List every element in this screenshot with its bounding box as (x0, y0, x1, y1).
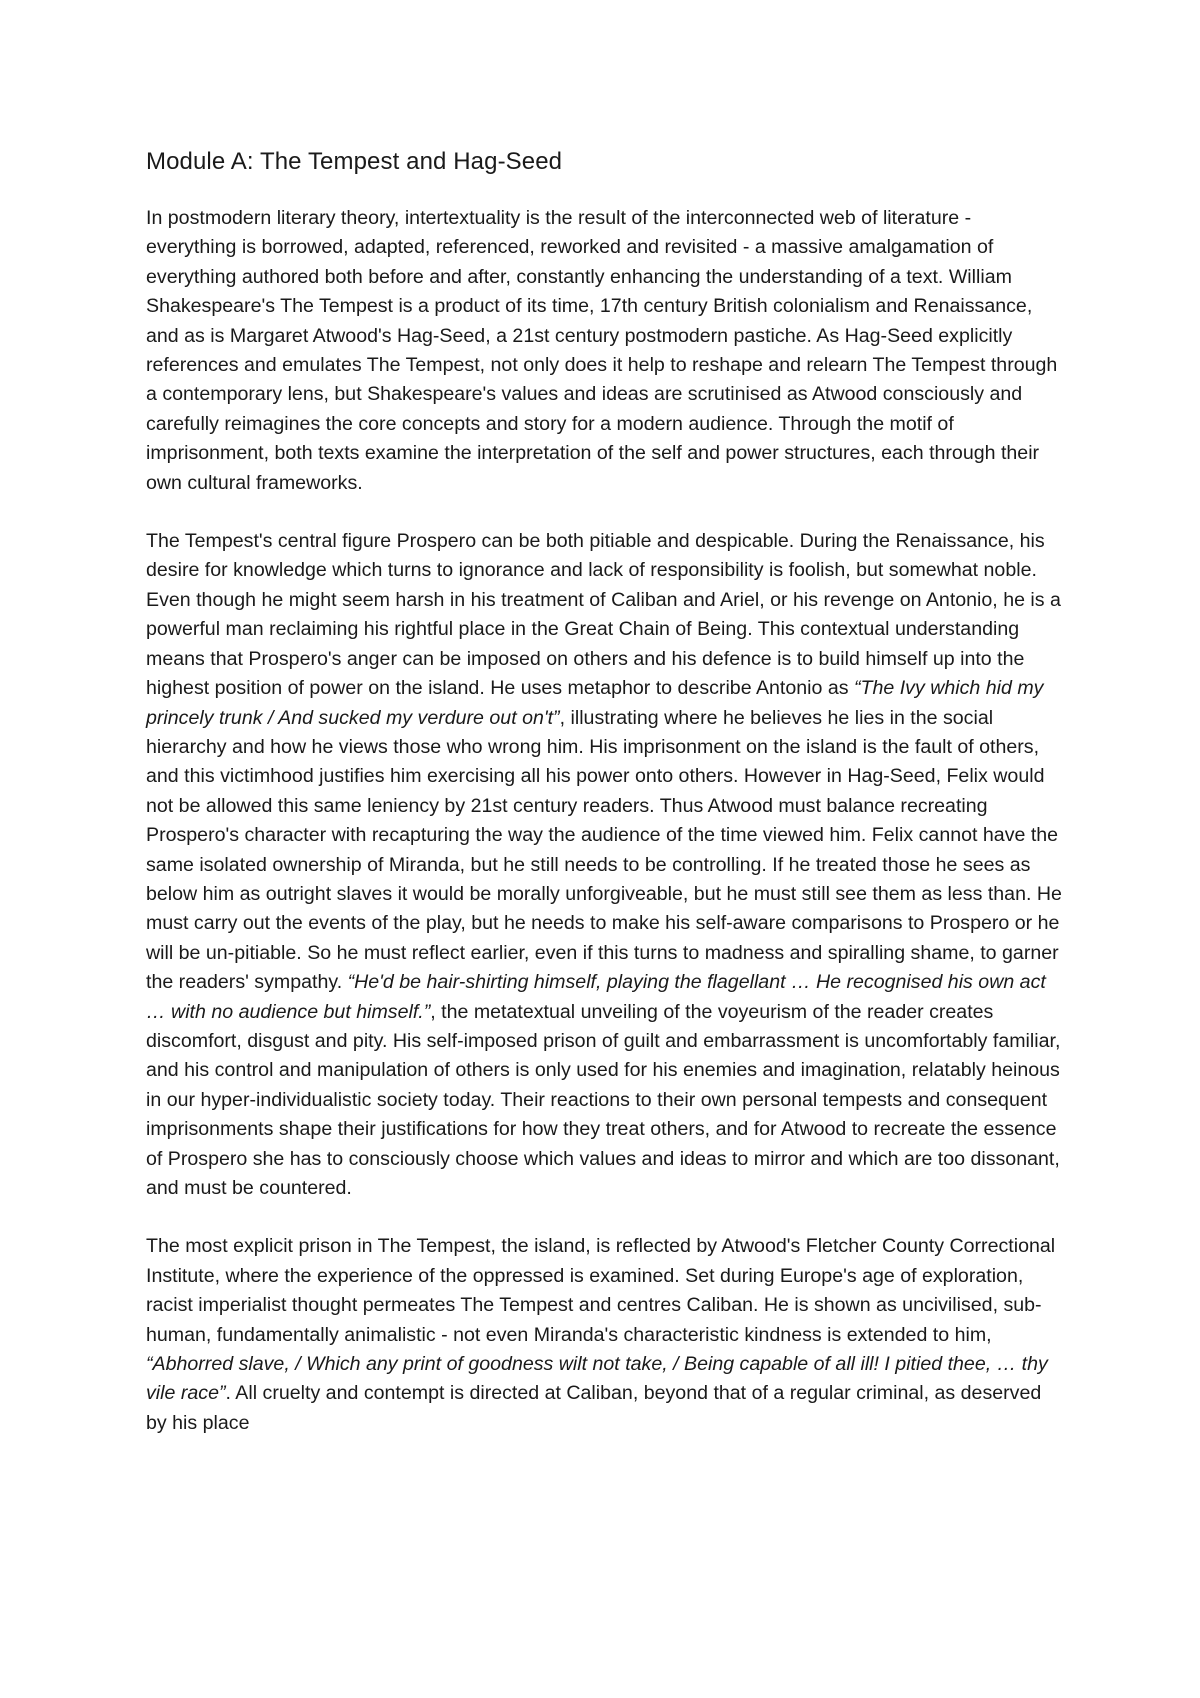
paragraph-prospero (146, 527, 1066, 1203)
paragraph-text: , the metatextual unveiling of the voyeurism of the reader creates discomfort, disgust and pity. His self-imposed prison of guilt and embarrassment is uncomfortably familiar, and his control and manipulation of others is only used for his enemies and imagination, relatably heinous in our hyper-individualistic society today. Their reactions to their own personal tempests and consequent imprisonments shape their justifications for how they treat others, and for Atwood to recreate the essence of Prospero she has to consciously choose which values and ideas to mirror and which are too dissonant, and must be countered. (146, 1000, 1061, 1199)
paragraph-text: The Tempest's central figure Prospero can be both pitiable and despicable. During the Renaissance, his desire for knowledge which turns to ignorance and lack of responsibility is foolish, but somewhat noble. Even though he might seem harsh in his treatment of Caliban and Ariel, or his revenge on Antonio, he is a powerful man reclaiming his rightful place in the Great Chain of Being. This contextual understanding means that Prospero's anger can be imposed on others and his defence is to build himself up into the highest position of power on the island. He uses metaphor to describe Antonio as (146, 530, 1061, 700)
paragraph-introduction: In postmodern literary theory, intertextuality is the result of the interconnected web of literature - everything is borrowed, adapted, referenced, reworked and revisited - a massive amalgamation of everything authored both before and after, constantly enhancing the understanding of a text. William Shakespeare's The Tempest is a product of its time, 17th century British colonialism and Renaissance, and as is Margaret Atwood's Hag-Seed, a 21st century postmodern pastiche. As Hag-Seed explicitly references and emulates The Tempest, not only does it help to reshape and relearn The Tempest through a contemporary lens, but Shakespeare's values and ideas are scrutinised as Atwood consciously and carefully reimagines the core concepts and story for a modern audience. Through the motif of imprisonment, both texts examine the interpretation of the self and power structures, each through their own cultural frameworks. (146, 207, 1058, 494)
quotation: “The Ivy which hid my princely trunk / And sucked my verdure out on't” (146, 677, 1044, 729)
quotation: “Abhorred slave, / Which any print of goodness wilt not take, / Being capable of all ill! I pitied thee, … thy vile race” (146, 1353, 1048, 1405)
paragraph-text: , illustrating where he believes he lies in the social hierarchy and how he views those who wrong him. His imprisonment on the island is the fault of others, and this victimhood justifies him exercising all his power onto others. However in Hag-Seed, Felix would not be allowed this same leniency by 21st century readers. Thus Atwood must balance recreating Prospero's character with recapturing the way the audience of the time viewed him. Felix cannot have the same isolated ownership of Miranda, but he still needs to be controlling. If he treated those he sees as below him as outright slaves it would be morally unforgiveable, but he must still see them as less than. He must carry out the events of the play, but he needs to make his self-aware comparisons to Prospero or he will be un-pitiable. So he must reflect earlier, even if this turns to madness and spiralling shame, to garner the readers' sympathy. (146, 706, 1062, 994)
document-title: Module A: The Tempest and Hag-Seed (146, 148, 563, 175)
paragraph-text: . All cruelty and contempt is directed at Caliban, beyond that of a regular criminal, as deserved by his place (146, 1382, 1042, 1434)
document-page (146, 146, 1066, 1467)
paragraph-text: The most explicit prison in The Tempest, the island, is reflected by Atwood's Fletcher County Correctional Institute, where the experience of the oppressed is examined. Set during Europe's age of exploration, racist imperialist thought permeates The Tempest and centres Caliban. He is shown as uncivilised, sub-human, fundamentally animalistic - not even Miranda's characteristic kindness is extended to him, (146, 1235, 1056, 1346)
quotation: “He'd be hair-shirting himself, playing the flagellant … He recognised his own act … with no audience but himself.” (146, 971, 1046, 1023)
paragraph-island-prison (146, 1232, 1066, 1438)
